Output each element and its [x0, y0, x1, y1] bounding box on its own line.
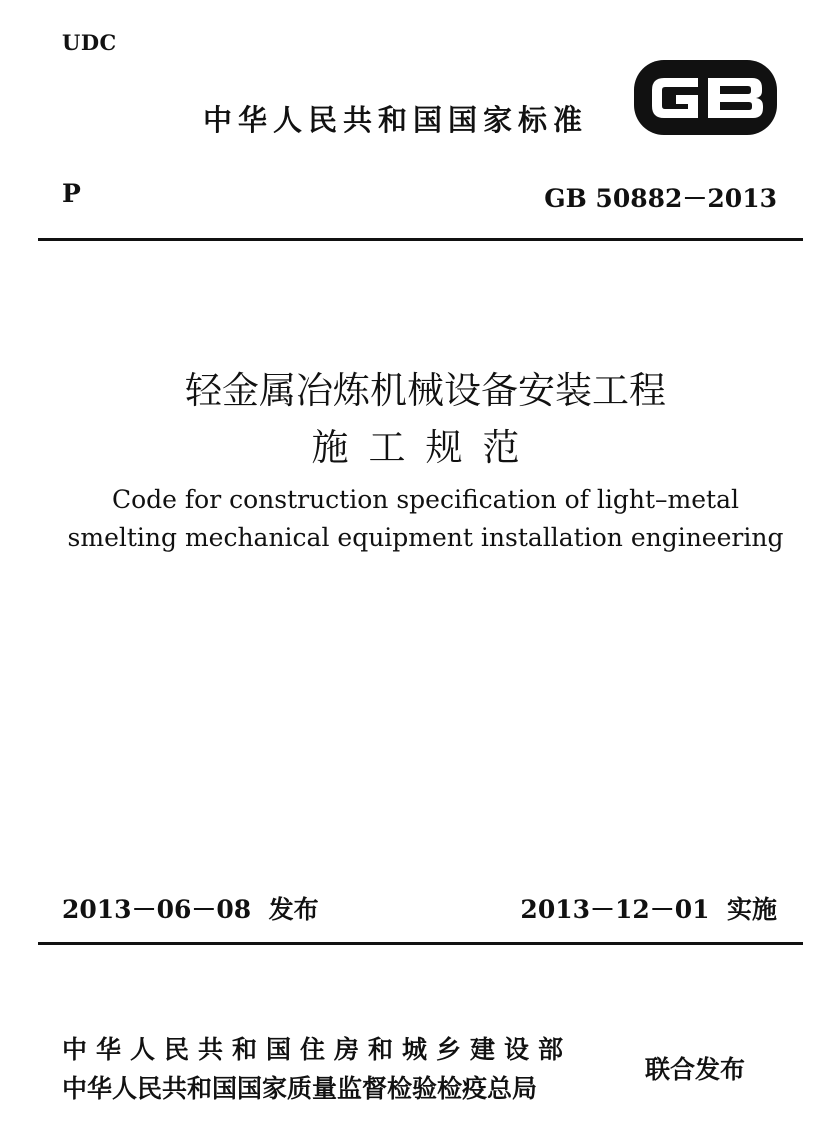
issue-date: 2013－06－08 发布 [62, 895, 319, 924]
title-english-line1: Code for construction specification of light–metal [111, 485, 740, 514]
issuer-ministry-housing: 中华人民共和国住房和城乡建设部 [62, 1035, 573, 1064]
classification-code: P [62, 179, 81, 208]
udc-label: UDC [62, 30, 117, 55]
issuer-aqsiq: 中华人民共和国国家质量监督检验检疫总局 [62, 1074, 538, 1103]
implementation-date: 2013－12－01 实施 [520, 895, 777, 924]
top-divider [38, 238, 803, 241]
standard-number: GB 50882－2013 [544, 184, 777, 213]
bottom-divider [38, 942, 803, 945]
joint-issue-label: 联合发布 [645, 1055, 746, 1084]
title-chinese-line2: 施工规范 [311, 426, 540, 469]
gb-logo [632, 58, 779, 137]
title-chinese-line1: 轻金属冶炼机械设备安装工程 [185, 369, 666, 412]
title-english-line2: smelting mechanical equipment installation engineering [67, 523, 784, 552]
national-standard-heading: 中华人民共和国国家标准 [203, 103, 589, 137]
